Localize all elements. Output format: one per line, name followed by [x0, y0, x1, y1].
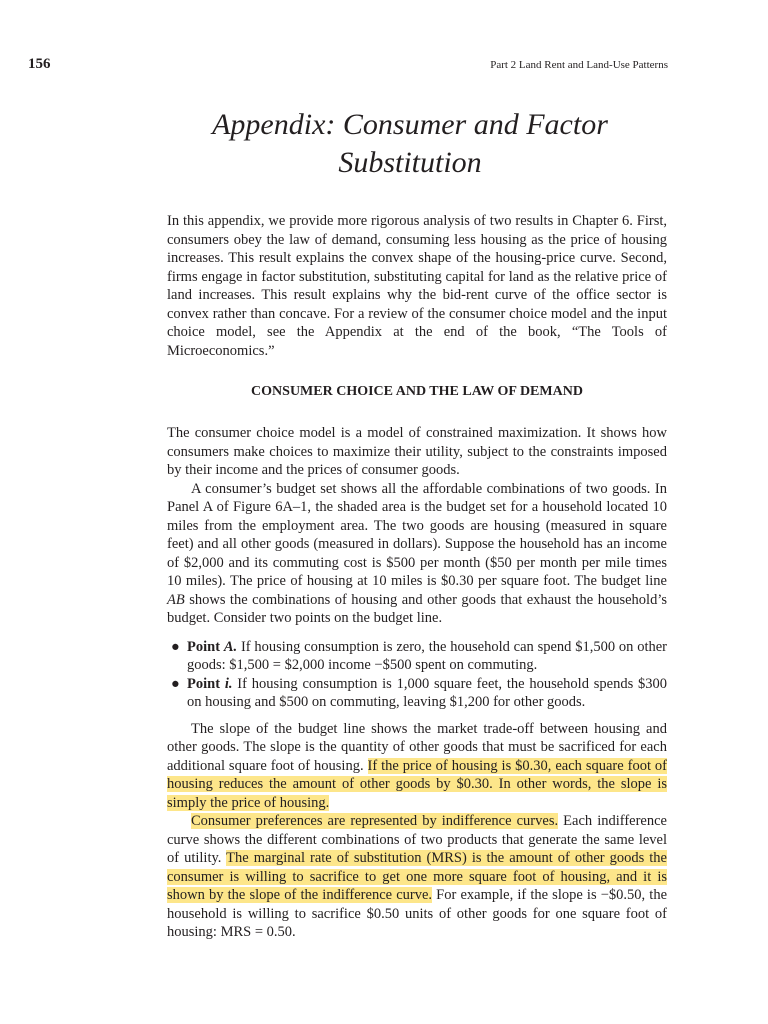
- list-item: [171, 638, 667, 675]
- paragraph-4-part-a: Each indifference curve shows the different combinations of two products that generate the same level of utility.: [167, 813, 667, 866]
- page-header: [28, 56, 668, 76]
- intro-paragraph: [167, 212, 667, 360]
- bullet-2-text: If housing consumption is 1,000 square feet, the household spends $300 on housing and $500 on commuting, leaving $1,200 for other goods.: [187, 675, 668, 710]
- section-heading: CONSUMER CHOICE AND THE LAW OF DEMAND: [251, 384, 583, 399]
- page-title: [150, 106, 670, 182]
- paragraph-2-part-b: shows the combinations of housing and other goods that exhaust the household’s budget. Consider two points on the budget line.: [167, 591, 667, 626]
- section-body: [167, 424, 667, 942]
- bullet-1-text: If housing consumption is zero, the household can spend $1,500 on other goods: $1,500 = $2,000 income −$500 spent on commuting.: [187, 638, 667, 673]
- bullet-list: [167, 638, 667, 712]
- bullet-1-label: Point: [187, 638, 224, 655]
- paragraph-2: [167, 480, 667, 628]
- paragraph-1: The consumer choice model is a model of constrained maximization. It shows how consumers make choices to maximize their utility, subject to the constraints imposed by their income and the prices of consumer goods.: [167, 425, 667, 478]
- highlighted-text: If the price of housing is $0.30, each square foot of housing reduces the amount of other goods by $0.30. In other words, the slope is simply the price of housing.: [167, 757, 668, 811]
- bullet-1-letter: A.: [223, 638, 238, 655]
- title-line-1: Appendix: Consumer and Factor: [212, 108, 608, 141]
- list-item: [171, 675, 668, 712]
- bullet-icon: ●: [171, 675, 180, 692]
- page-number: 156: [28, 56, 51, 72]
- paragraph-2-part-a: A consumer’s budget set shows all the affordable combinations of two goods. In Panel A of Figure 6A–1, the shaded area is the budget set for a household located 10 miles from the employment area. The two goods are housing (measured in square feet) and all other goods (measured in dollars). Suppose the household has an income of $2,000 and its commuting cost is $500 per month ($50 per month per mile times 10 miles). The price of housing at 10 miles is $0.30 per square foot. The budget line: [167, 480, 667, 589]
- bullet-2-letter: i.: [224, 675, 233, 692]
- intro-text: In this appendix, we provide more rigorous analysis of two results in Chapter 6. First, consumers obey the law of demand, consuming less housing as the price of housing increases. This result explains the convex shape of the housing-price curve. Second, firms engage in factor substitution, substituting capital for land as the relative price of land increases. This result explains why the bid-rent curve of the office sector is convex rather than concave. For a review of the consumer choice model and the input choice model, see the Appendix at the end of the book, “The Tools of Microeconomics.”: [167, 213, 667, 359]
- bullet-icon: ●: [171, 638, 180, 655]
- paragraph-3: [167, 720, 667, 813]
- title-line-2: Substitution: [338, 146, 482, 179]
- running-head: Part 2 Land Rent and Land-Use Patterns: [490, 59, 668, 71]
- paragraph-4-part-b: For example, if the slope is −$0.50, the household is willing to sacrifice $0.50 units of other goods for one square foot of housing: MRS = 0.50.: [167, 887, 668, 940]
- paragraph-3-part-a: The slope of the budget line shows the market trade-off between housing and other goods. The slope is the quantity of other goods that must be sacrificed for each additional square foot of housing.: [167, 720, 667, 774]
- highlighted-text: The marginal rate of substitution (MRS) is the amount of other goods the consumer is willing to sacrifice to get one more square foot of housing, and it is shown by the slope of the indifference curve.: [167, 850, 667, 903]
- budget-line-ab: AB: [167, 591, 185, 608]
- bullet-2-label: Point: [187, 675, 225, 692]
- paragraph-4: [167, 812, 667, 942]
- highlighted-text: Consumer preferences are represented by indifference curves.: [191, 813, 559, 829]
